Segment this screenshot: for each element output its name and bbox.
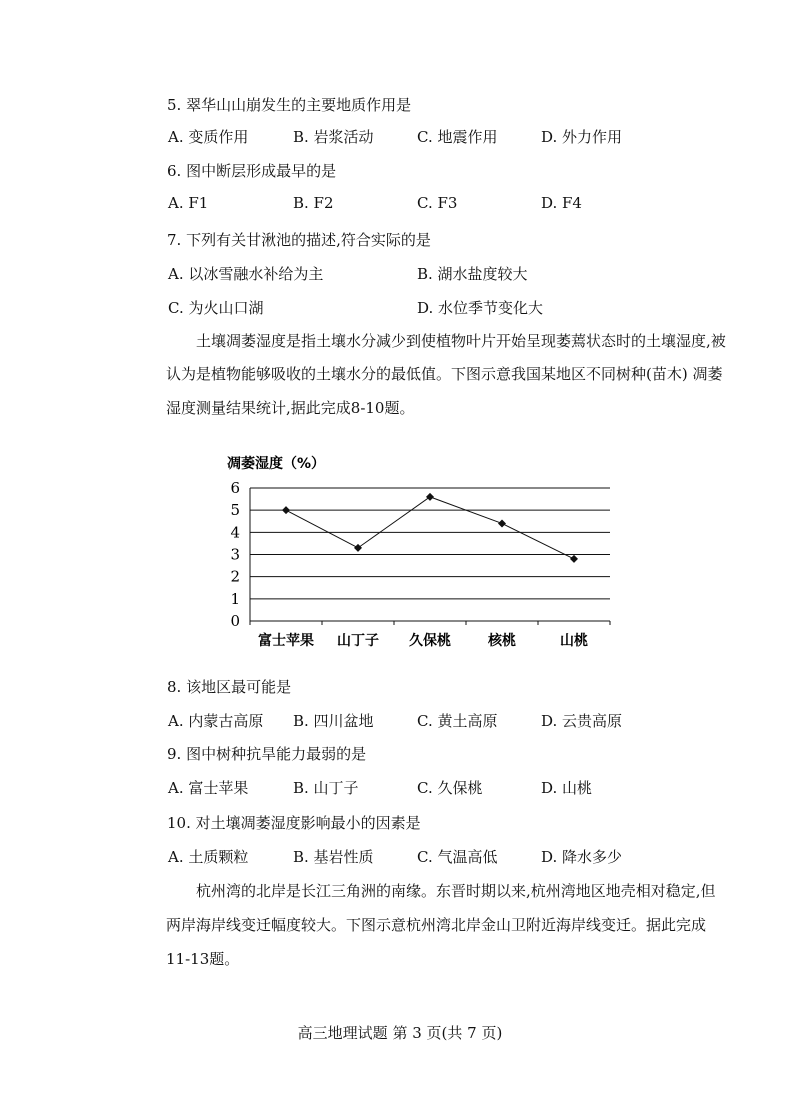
question-8-option-d: D. 云贵高原: [541, 712, 623, 730]
question-5-option-a: A. 变质作用: [168, 128, 249, 146]
question-10-option-c: C. 气温高低: [417, 848, 498, 866]
y-tick-label: 0: [230, 612, 240, 630]
passage-1-line-3: 湿度测量结果统计,据此完成8-10题。: [166, 399, 415, 417]
question-10-stem: 10. 对土壤凋萎湿度影响最小的因素是: [167, 814, 421, 832]
passage-1-line-1: 土壤凋萎湿度是指土壤水分减少到使植物叶片开始呈现萎蔫状态时的土壤湿度,被: [196, 332, 726, 350]
question-6-option-b: B. F2: [293, 194, 334, 212]
question-9-stem: 9. 图中树种抗旱能力最弱的是: [167, 745, 367, 763]
question-10-option-b: B. 基岩性质: [293, 848, 374, 866]
passage-1-line-2: 认为是植物能够吸收的土壤水分的最低值。下图示意我国某地区不同树种(苗木) 凋萎: [166, 365, 723, 383]
page-footer: 高三地理试题 第 3 页(共 7 页): [297, 1024, 503, 1042]
data-point-marker: [570, 555, 578, 563]
question-6-stem: 6. 图中断层形成最早的是: [167, 162, 337, 180]
question-5-option-d: D. 外力作用: [541, 128, 623, 146]
y-tick-label: 1: [230, 589, 240, 608]
question-7-option-c: C. 为火山口湖: [168, 299, 264, 317]
question-7-option-a: A. 以冰雪融水补给为主: [168, 265, 324, 283]
passage-2-line-3: 11-13题。: [166, 950, 240, 968]
y-tick-label: 6: [230, 479, 240, 497]
data-point-marker: [282, 506, 290, 514]
x-category-label: 富士苹果: [258, 633, 314, 649]
x-category-label: 核桃: [488, 633, 516, 649]
data-point-marker: [426, 493, 434, 501]
passage-2-line-2: 两岸海岸线变迁幅度较大。下图示意杭州湾北岸金山卫附近海岸线变迁。据此完成: [166, 916, 707, 934]
question-8-option-a: A. 内蒙古高原: [168, 712, 264, 730]
question-8-stem: 8. 该地区最可能是: [167, 678, 292, 696]
question-10-option-d: D. 降水多少: [541, 848, 623, 866]
series-line: [286, 497, 574, 559]
passage-2-line-1: 杭州湾的北岸是长江三角洲的南缘。东晋时期以来,杭州湾地区地壳相对稳定,但: [196, 882, 716, 900]
x-category-label: 久保桃: [409, 633, 451, 649]
question-6-option-d: D. F4: [541, 194, 582, 212]
question-9-option-b: B. 山丁子: [293, 779, 359, 797]
question-9-option-a: A. 富士苹果: [168, 779, 249, 797]
question-7-stem: 7. 下列有关甘湫池的描述,符合实际的是: [167, 231, 431, 249]
question-8-option-c: C. 黄土高原: [417, 712, 498, 730]
question-9-option-d: D. 山桃: [541, 779, 593, 797]
data-point-marker: [498, 519, 506, 527]
question-10-option-a: A. 土质颗粒: [168, 848, 249, 866]
question-5-stem: 5. 翠华山山崩发生的主要地质作用是: [167, 96, 412, 114]
y-tick-label: 4: [230, 523, 240, 542]
question-9-option-c: C. 久保桃: [417, 779, 483, 797]
question-5-option-b: B. 岩浆活动: [293, 128, 374, 146]
x-category-label: 山桃: [560, 633, 588, 649]
x-category-label: 山丁子: [337, 633, 379, 649]
y-tick-label: 5: [230, 501, 240, 520]
question-7-option-b: B. 湖水盐度较大: [417, 265, 528, 283]
y-tick-label: 3: [230, 545, 240, 564]
question-6-option-c: C. F3: [417, 194, 458, 212]
wilting-humidity-chart: [215, 448, 615, 658]
question-8-option-b: B. 四川盆地: [293, 712, 374, 730]
question-7-option-d: D. 水位季节变化大: [417, 299, 544, 317]
question-6-option-a: A. F1: [168, 194, 209, 212]
question-5-option-c: C. 地震作用: [417, 128, 498, 146]
data-point-marker: [354, 544, 362, 552]
chart-y-axis-label: 凋萎湿度（%）: [227, 456, 326, 472]
y-tick-label: 2: [230, 567, 240, 586]
